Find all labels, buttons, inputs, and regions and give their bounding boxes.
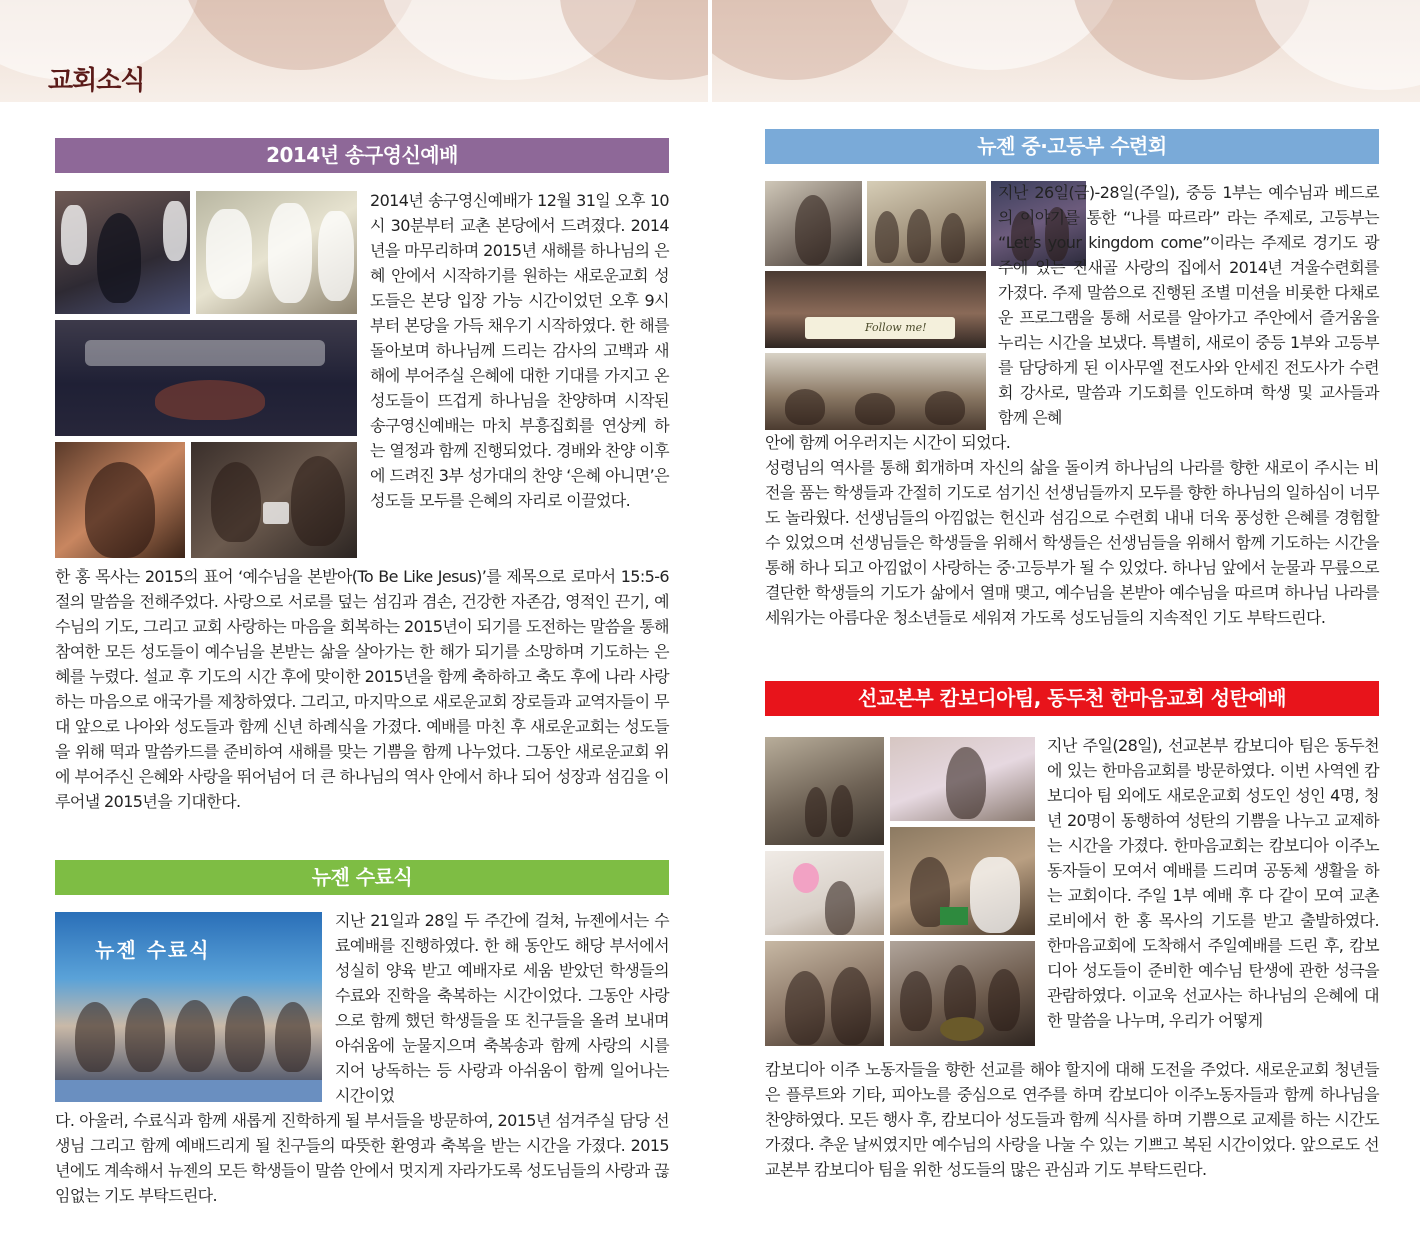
retreat-banner-text: Follow me! [865, 321, 927, 334]
photo-pastor-preaching [55, 191, 190, 314]
cambodia-paragraph-2: 캄보디아 이주 노동자들을 향한 선교를 해야 할지에 대해 도전을 주었다. 새로운교회 청년들은 플루트와 기타, 피아노를 중심으로 연주를 하며 캄보디아 이주노동자들과 함께 하나님을 찬양하였다. 모든 행사 후, 캄보디아 성도들과 함께 식사를 하며 기쁨으로 교제를 하는 시간도 가졌다. 추운 날씨였지만 예수님의 사랑을 나눌 수 있는 기쁘고 복된 시간이었다. 앞으로도 선교본부 캄보디아 팀을 위한 성도들의 많은 관심과 기도 부탁드린다. [765, 1060, 1379, 1179]
section-title-retreat: 뉴젠 중·고등부 수련회 [765, 129, 1379, 164]
graduation-paragraph-2: 다. 아울러, 수료식과 함께 새롭게 진학하게 될 부서들을 방문하여, 2015년 섬겨주실 담당 선생님 그리고 함께 예배드리게 될 친구들의 따뜻한 환영과 축복을 받는 시간을 가졌다. 2015년에도 계속해서 뉴젠의 모든 학생들이 말씀 안에서 멋지게 자라가도록 성도님들의 사랑과 끊임없는 기도 부탁드린다. [55, 1111, 669, 1205]
graduation-banner-text: 뉴젠 수료식 [95, 938, 211, 962]
retreat-paragraph-2: 안에 함께 어우러지는 시간이 되었다. [765, 433, 1011, 452]
year-end-paragraph-1: 2014년 송구영신예배가 12월 31일 오후 10시 30분부터 교촌 본당에서 드려졌다. 2014년을 마무리하며 2015년 새해를 하나님의 은혜 안에서 시작하기를 원하는 새로운교회 성도들은 본당 입장 가능 시간이었던 오후 9시부터 본당을 가득 채우기 시작하였다. 한 해를 돌아보며 하나님께 드리는 감사의 고백과 새해에 부어주실 은혜에 대한 기대를 가지고 온 성도들이 뜨겁게 하나님을 찬양하며 시작된 송구영신예배는 마치 부흥집회를 연상케 하는 열정과 함께 진행되었다. 경배와 찬양 이후에 드려진 3부 성가대의 찬양 ‘은혜 아니면’은 성도들 모두를 은혜의 자리로 이끌었다. [370, 191, 669, 510]
page-title: 교회소식 [48, 66, 145, 96]
photo-cambodia-fellowship [890, 941, 1035, 1046]
section-title-year-end: 2014년 송구영신예배 [55, 138, 669, 173]
photo-cards-sharing [191, 442, 357, 558]
header-banner-right [712, 0, 1420, 102]
cambodia-paragraph-1: 지난 주일(28일), 선교본부 캄보디아 팀은 동두천에 있는 한마음교회를 방문하였다. 이번 사역엔 캄보디아 팀 외에도 새로운교회 성도인 성인 4명, 청년 20명이 동행하여 성탄의 기쁨을 나누고 교제하는 시간을 가졌다. 한마음교회는 캄보디아 이주노동자들이 모여서 예배를 드리며 공동체 생활을 하는 교회이다. 주일 1부 예배 후 다 같이 모여 교촌 로비에서 한 홍 목사의 기도를 받고 출발하였다. 한마음교회에 도착해서 주일예배를 드린 후, 캄보디아 성도들이 준비한 예수님 탄생에 관한 성극을 관람하였다. 이교욱 선교사는 하나님의 은혜에 대한 말씀을 나누며, 우리가 어떻게 [1047, 736, 1379, 1030]
section-title-graduation: 뉴젠 수료식 [55, 860, 669, 895]
photo-praying-woman [55, 442, 185, 558]
section-title-cambodia: 선교본부 캄보디아팀, 동두천 한마음교회 성탄예배 [765, 681, 1379, 716]
photo-graduation-group [55, 912, 322, 1102]
photo-choir-worship [196, 191, 357, 314]
photo-cambodia-nativity-play [890, 827, 1035, 935]
photo-cambodia-meal [765, 941, 884, 1046]
graduation-paragraph-1: 지난 21일과 28일 두 주간에 걸쳐, 뉴젠에서는 수료예배를 진행하였다. 한 해 동안도 해당 부서에서 성실히 양육 받고 예배자로 세움 받았던 학생들의 수료와 진학을 축복하는 시간이었다. 그동안 사랑으로 함께 했던 학생들을 또 친구들을 올려 보내며 아쉬움에 눈물지으며 축복송과 함께 사랑의 시를 지어 낭독하는 등 사랑과 아쉬움이 함께 일어나는 시간이었 [335, 911, 669, 1105]
photo-retreat-speaker [765, 181, 862, 266]
photo-cambodia-pink-balloon [765, 851, 884, 935]
photo-cambodia-preaching [890, 737, 1035, 821]
photo-stage-congregation [55, 320, 357, 436]
retreat-paragraph-1: 지난 26일(금)-28일(주일), 중등 1부는 예수님과 베드로의 이야기를 통한 “나를 따르라” 라는 주제로, 고등부는 “Let’s your kingdom come”이라는 주제로 경기도 광주에 있는 진새골 사랑의 집에서 2014년 겨울수련회를 가졌다. 주제 말씀으로 진행된 조별 미션을 비롯한 다채로운 프로그램을 통해 서로를 알아가고 주안에서 즐거움을 누리는 시간을 보냈다. 특별히, 새로이 중등 1부와 고등부를 담당하게 된 이사무엘 전도사와 안세진 전도사가 수련회 강사로, 말씀과 기도회를 인도하며 학생 및 교사들과 함께 은혜 [998, 183, 1379, 427]
year-end-paragraph-2: 한 홍 목사는 2015의 표어 ‘예수님을 본받아(To Be Like Jesus)’를 제목으로 로마서 15:5-6절의 말씀을 전해주었다. 사랑으로 서로를 덮는 섬김과 겸손, 건강한 자존감, 영적인 끈기, 예수님의 기도, 그리고 교회 사랑하는 마음을 회복하는 2015년이 되기를 도전하는 말씀을 통해 참여한 모든 성도들이 예수님을 본받는 삶을 살아가는 한 해가 되기를 소망하며 기도하는 은혜를 누렸다. 설교 후 기도의 시간 후에 맞이한 2015년을 함께 축하하고 축도 후에 나라 사랑하는 마음으로 애국가를 제창하였다. 그리고, 마지막으로 새로운교회 장로들과 교역자들이 무대 앞으로 나아와 성도들과 함께 신년 하례식을 가졌다. 예배를 마친 후 새로운교회는 성도들을 위해 떡과 말씀카드를 준비하여 새해를 맞는 기쁨을 함께 나누었다. 그동안 새로운교회 위에 부어주신 은혜와 사랑을 뛰어넘어 더 큰 하나님의 역사 안에서 하나 되어 성장과 섬김을 이루어낼 2015년을 기대한다. [55, 567, 669, 811]
retreat-paragraph-3: 성령님의 역사를 통해 회개하며 자신의 삶을 돌이켜 하나님의 나라를 향한 새로이 주시는 비전을 품는 학생들과 간절히 기도로 섬기신 선생님들까지 모두를 향한 하나님의 일하심이 너무도 놀라웠다. 선생님들의 아낌없는 헌신과 섬김으로 수련회 내내 더욱 풍성한 은혜를 경험할 수 있었으며 선생님들은 학생들을 위해서 학생들은 선생님들을 위해서 함께 기도하는 시간을 통해 하나 되고 아낌없이 사랑하는 중·고등부가 될 수 있었다. 하나님 앞에서 눈물과 무릎으로 결단한 학생들의 기도가 삶에서 열매 맺고, 예수님을 본받아 예수님을 따르며 하나님 나라를 세워가는 아름다운 청소년들로 세워져 가도록 성도님들의 지속적인 기도 부탁드린다. [765, 458, 1379, 627]
photo-retreat-group [765, 271, 986, 348]
photo-retreat-students-stage [867, 181, 986, 266]
photo-cambodia-church-hall [765, 737, 884, 845]
photo-retreat-prayer-room [765, 353, 986, 430]
